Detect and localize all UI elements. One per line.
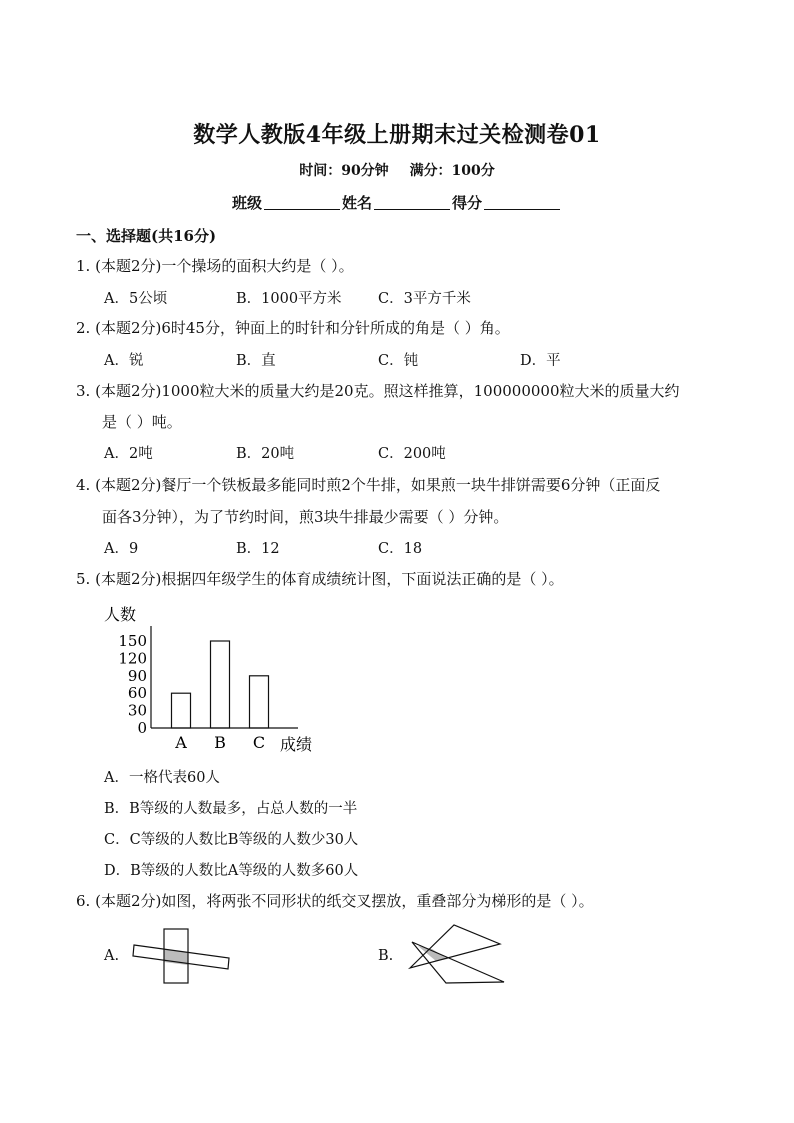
page-title: 数学人教版4年级上册期末过关检测卷01 xyxy=(193,122,601,148)
y-tick-label: 0 xyxy=(137,719,147,737)
bar-c xyxy=(250,676,269,728)
question-3 xyxy=(76,380,680,401)
q1-option-b[interactable]: B．1000平方米 xyxy=(236,291,342,307)
exam-time: 时间：90分钟 xyxy=(299,163,389,179)
question-4 xyxy=(76,474,660,495)
question-4-continued: 面各3分钟），为了节约时间，煎3块牛排最少需要（ ）分钟。 xyxy=(102,508,509,526)
q2-option-b[interactable]: B．直 xyxy=(236,353,276,369)
student-fields xyxy=(0,192,794,213)
q2-option-d[interactable]: D．平 xyxy=(520,353,561,369)
question-text: (本题2分)根据四年级学生的体育成绩统计图，下面说法正确的是（ ）。 xyxy=(95,570,564,588)
exam-full-score: 满分：100分 xyxy=(409,163,495,179)
question-number: 3. xyxy=(76,382,91,400)
y-tick-label: 60 xyxy=(127,684,147,703)
q6-figure-b xyxy=(402,922,512,988)
chart-xlabel: 成绩 xyxy=(280,735,313,754)
class-blank[interactable] xyxy=(264,195,340,210)
question-6 xyxy=(76,890,594,911)
y-tick-label: 120 xyxy=(118,649,147,668)
question-number: 1. xyxy=(76,257,91,275)
q6-option-b[interactable]: B. xyxy=(378,948,394,964)
q4-option-b[interactable]: B．12 xyxy=(236,541,280,557)
bar-b xyxy=(211,641,230,728)
question-3-continued: 是（ ）吨。 xyxy=(102,413,182,431)
chart-ylabel: 人数 xyxy=(104,605,137,624)
q3-option-c[interactable]: C．200吨 xyxy=(378,446,446,462)
question-1 xyxy=(76,255,354,276)
q2-option-a[interactable]: A．锐 xyxy=(104,353,144,369)
x-tick-label: B xyxy=(214,733,226,752)
q5-option-d[interactable]: D．B等级的人数比A等级的人数多60人 xyxy=(104,863,359,879)
question-number: 2. xyxy=(76,319,91,337)
q3-option-b[interactable]: B．20吨 xyxy=(236,446,295,462)
name-label: 姓名 xyxy=(341,194,372,212)
grade-label: 得分 xyxy=(452,194,483,212)
question-2 xyxy=(76,317,510,338)
question-text: (本题2分)1000粒大米的质量大约是20克。照这样推算，100000000粒大米的质量大约 xyxy=(95,382,680,400)
q6-figure-a xyxy=(128,925,238,987)
x-tick-label: C xyxy=(252,733,266,752)
q5-option-a[interactable]: A．一格代表60人 xyxy=(104,770,220,786)
question-5 xyxy=(76,568,564,589)
q1-option-a[interactable]: A．5公顷 xyxy=(104,291,168,307)
y-tick-label: 150 xyxy=(118,632,147,650)
q3-option-a[interactable]: A．2吨 xyxy=(104,446,153,462)
question-text: (本题2分)如图，将两张不同形状的纸交叉摆放，重叠部分为梯形的是（ ）。 xyxy=(95,892,594,910)
q4-option-c[interactable]: C．18 xyxy=(378,541,423,557)
exam-info xyxy=(0,160,794,180)
q5-option-b[interactable]: B．B等级的人数最多，占总人数的一半 xyxy=(104,801,358,817)
section-title: 一、选择题(共16分) xyxy=(76,227,217,245)
question-text: (本题2分)一个操场的面积大约是（ ）。 xyxy=(95,257,354,275)
y-tick-label: 30 xyxy=(127,701,147,720)
q5-option-c[interactable]: C．C等级的人数比B等级的人数少30人 xyxy=(104,832,359,848)
class-label: 班级 xyxy=(231,194,262,212)
question-text: (本题2分)6时45分，钟面上的时针和分针所成的角是（ ）角。 xyxy=(95,319,510,337)
name-blank[interactable] xyxy=(374,195,450,210)
question-text: (本题2分)餐厅一个铁板最多能同时煎2个牛排，如果煎一块牛排饼需要6分钟（正面反 xyxy=(95,476,661,494)
q4-option-a[interactable]: A．9 xyxy=(104,541,139,557)
grade-blank[interactable] xyxy=(484,195,560,210)
bar-a xyxy=(172,693,191,728)
question-number: 6. xyxy=(76,892,91,910)
q6-option-a[interactable]: A. xyxy=(104,948,120,964)
y-tick-label: 90 xyxy=(127,666,147,685)
q2-option-c[interactable]: C．钝 xyxy=(378,353,419,369)
bar-chart xyxy=(96,598,326,756)
question-number: 4. xyxy=(76,476,91,494)
q1-option-c[interactable]: C．3平方千米 xyxy=(378,291,471,307)
triangle-2 xyxy=(412,942,504,983)
x-tick-label: A xyxy=(175,733,187,752)
question-number: 5. xyxy=(76,570,91,588)
